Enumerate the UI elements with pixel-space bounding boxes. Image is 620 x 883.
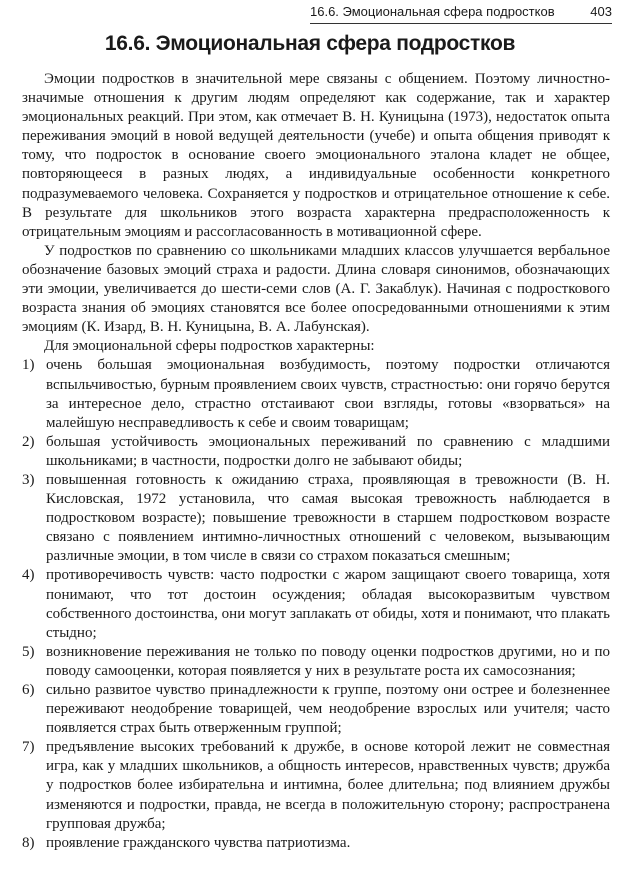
list-item-text: очень большая эмоциональная возбудимость, поэтому подростки отличаются вспыльчивостью, бурным проявлением своих чувств, страстностью: они горячо берутся за интересное дело, страстно отстаивают свои взгляды, готовы «взорваться» на малейшую несправедливость к себе и своим товарищам; (46, 357, 610, 431)
list-item-number: 2) (22, 433, 35, 450)
list-item (22, 738, 610, 833)
list-item (22, 834, 610, 853)
list-item-number: 6) (22, 682, 35, 698)
list-item-text: сильно развитое чувство принадлежности к группе, поэтому они острее и болезненнее переживают неодобрение товарищей, чем неодобрение взрослых или учителя; часто появляется страх быть отверженным группой; (46, 682, 610, 737)
characteristics-list (22, 356, 610, 852)
running-title: 16.6. Эмоциональная сфера подростков (310, 4, 555, 19)
list-item-text: большая устойчивость эмоциональных переживаний по сравнению с младшими школьниками; в частности, подростки долго не забывают обиды; (46, 433, 610, 469)
list-item (22, 471, 610, 566)
list-intro: Для эмоциональной сферы подростков характерны: (44, 338, 375, 355)
paragraph: У подростков по сравнению со школьниками младших классов улучшается вербальное обозначение базовых эмоций страха и радости. Длина словаря синонимов, обозначающих эти эмоции, увеличивается до шести-семи слов (А. Г. Закаблук). Начиная с подросткового возраста знания об эмоциях становятся все более опосредованными отношениями к этим эмоциям (К. Изард, В. Н. Куницына, В. А. Лабунская). (22, 242, 610, 336)
list-item-number: 8) (22, 834, 35, 851)
list-item (22, 643, 610, 681)
list-item-text: возникновение переживания не только по поводу оценки подростков другими, но и по поводу самооценки, которая появляется у них в результате роста их самосознания; (46, 643, 610, 679)
list-item-text: предъявление высоких требований к дружбе, в основе которой лежит не совместная игра, как у младших школьников, а общность интересов, нравственных чувств; дружба у подростков более избирательна и интимна, более длительна; под влиянием дружбы изменяются и подростки, правда, не всегда в положительную сторону; распространена групповая дружба; (46, 739, 610, 832)
list-item-number: 1) (22, 357, 35, 374)
list-item-text: проявление гражданского чувства патриотизма. (46, 834, 351, 851)
running-head (310, 2, 612, 22)
list-item (22, 433, 610, 471)
page-number: 403 (590, 4, 612, 19)
list-item (22, 566, 610, 642)
header-rule (310, 23, 612, 24)
list-item (22, 681, 610, 738)
list-item (22, 356, 610, 432)
list-item-number: 5) (22, 643, 35, 660)
list-item-number: 7) (22, 739, 35, 756)
list-item-text: противоречивость чувств: часто подростки с жаром защищают своего товарища, хотя понимают, что тот достоин осуждения; обладая высокоразвитым чувством собственного достоинства, они могут заплакать от обиды, хотя и понимают, что плакать стыдно; (46, 567, 610, 641)
list-item-number: 3) (22, 471, 35, 488)
body-text (22, 70, 610, 853)
paragraph: Эмоции подростков в значительной мере связаны с общением. Поэтому личностно-значимые отношения к другим людям определяют как содержание, так и характер эмоциональных реакций. При этом, как отмечает В. Н. Куницына (1973), недостаток опыта переживания эмоций в новой ведущей деятельности (учебе) и опыта общения приводят к тому, что подросток в основание своего эмоционального эталона кладет не общее, повторяющееся в разных людях, а индивидуальные особенности конкретного подразумеваемого человека. Сохраняется у подростков и отрицательное отношение к себе. В результате для школьников этого возраста характерна предрасположенность к отрицательным эмоциям и рассогласованность в мотивационной сфере. (22, 71, 610, 240)
list-item-text: повышенная готовность к ожиданию страха, проявляющая в тревожности (В. Н. Кисловская, 1972 установила, что самая высокая тревожность наблюдается в подростковом возрасте); повышение тревожности в старшем подростковом возрасте связано с появлением интимно-личностных отношений с человеком, вызывающим различные эмоции, в том числе в связи со страхом показаться смешным; (46, 471, 610, 565)
list-item-number: 4) (22, 567, 35, 584)
section-title: 16.6. Эмоциональная сфера подростков (104, 32, 516, 55)
